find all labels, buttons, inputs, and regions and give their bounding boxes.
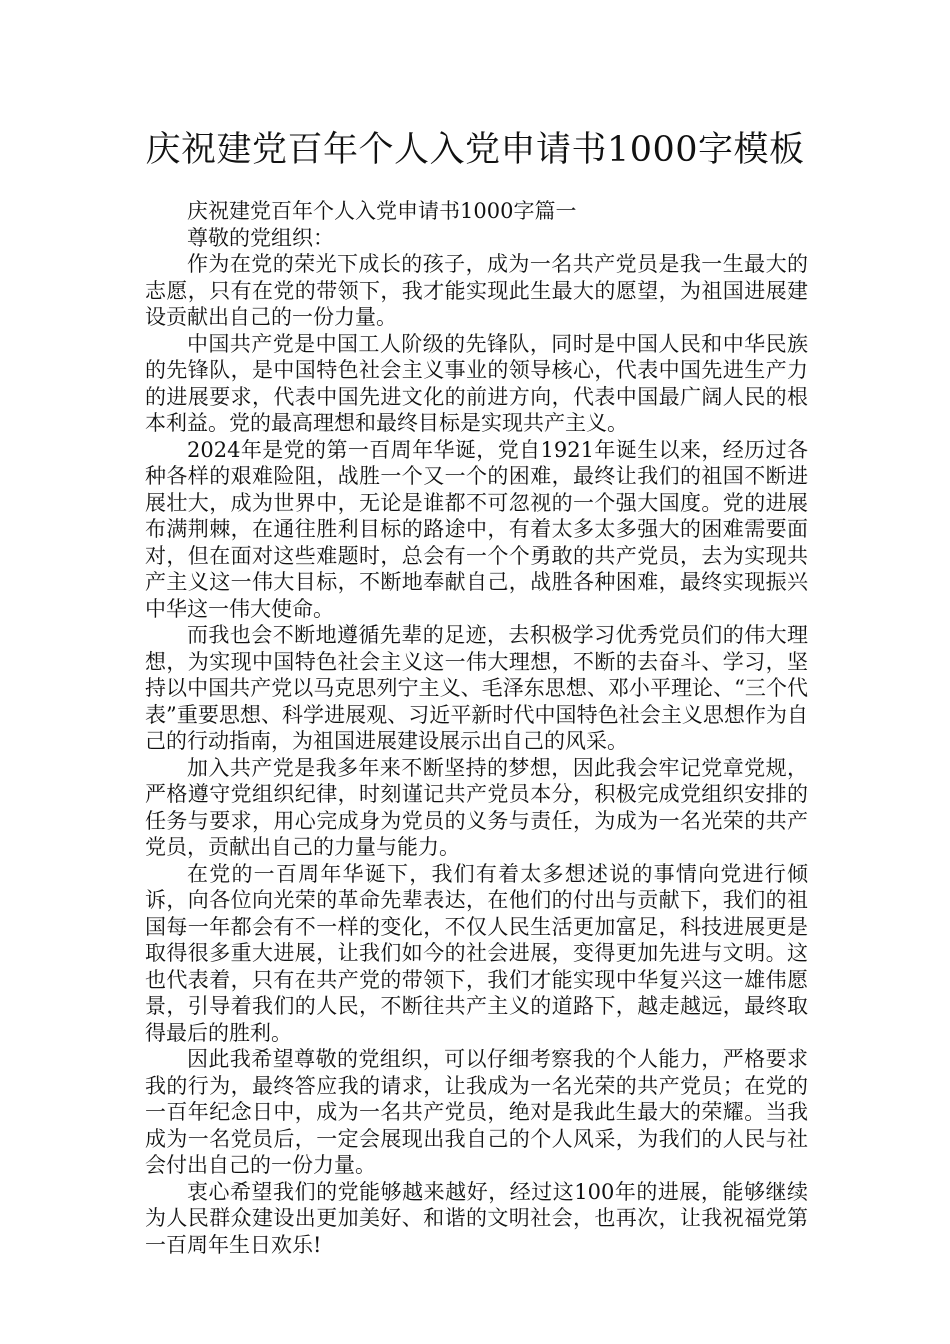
document-title: 庆祝建党百年个人入党申请书1000字模板	[145, 130, 805, 170]
document-body	[145, 198, 808, 1258]
paragraph: 衷心希望我们的党能够越来越好，经过这100年的进展，能够继续为人民群众建设出更加美好、和谐的文明社会，也再次，让我祝福党第一百周年生日欢乐!	[145, 1179, 808, 1257]
paragraph: 中国共产党是中国工人阶级的先锋队，同时是中国人民和中华民族的先锋队，是中国特色社会主义事业的领导核心，代表中国先进生产力的进展要求，代表中国先进文化的前进方向，代表中国最广阔人民的根本利益。党的最高理想和最终目标是实现共产主义。	[145, 331, 808, 435]
paragraph: 在党的一百周年华诞下，我们有着太多想述说的事情向党进行倾诉，向各位向光荣的革命先辈表达，在他们的付出与贡献下，我们的祖国每一年都会有不一样的变化，不仅人民生活更加富足，科技进展更是取得很多重大进展，让我们如今的社会进展，变得更加先进与文明。这也代表着，只有在共产党的带领下，我们才能实现中华复兴这一雄伟愿景，引导着我们的人民，不断往共产主义的道路下，越走越远，最终取得最后的胜利。	[145, 861, 808, 1045]
paragraph: 加入共产党是我多年来不断坚持的梦想，因此我会牢记党章党规，严格遵守党组织纪律，时刻谨记共产党员本分，积极完成党组织安排的任务与要求，用心完成身为党员的义务与责任，为成为一名光荣的共产党员，贡献出自己的力量与能力。	[145, 755, 808, 859]
paragraph: 因此我希望尊敬的党组织，可以仔细考察我的个人能力，严格要求我的行为，最终答应我的请求，让我成为一名光荣的共产党员；在党的一百年纪念日中，成为一名共产党员，绝对是我此生最大的荣耀。当我成为一名党员后，一定会展现出我自己的个人风采，为我们的人民与社会付出自己的一份力量。	[145, 1047, 808, 1177]
paragraph: 作为在党的荣光下成长的孩子，成为一名共产党员是我一生最大的志愿，只有在党的带领下，我才能实现此生最大的愿望，为祖国进展建设贡献出自己的一份力量。	[145, 252, 808, 329]
paragraph: 2024年是党的第一百周年华诞，党自1921年诞生以来，经历过各种各样的艰难险阻，战胜一个又一个的困难，最终让我们的祖国不断进展壮大，成为世界中，无论是谁都不可忽视的一个强大国度。党的进展布满荆棘，在通往胜利目标的路途中，有着太多太多强大的困难需要面对，但在面对这些难题时，总会有一个个勇敢的共产党员，去为实现共产主义这一伟大目标，不断地奉献自己，战胜各种困难，最终实现振兴中华这一伟大使命。	[145, 437, 808, 621]
salutation: 尊敬的党组织：	[187, 225, 334, 250]
paragraph: 而我也会不断地遵循先辈的足迹，去积极学习优秀党员们的伟大理想，为实现中国特色社会主义这一伟大理想，不断的去奋斗、学习，坚持以中国共产党以马克思列宁主义、毛泽东思想、邓小平理论、“三个代表”重要思想、科学进展观、习近平新时代中国特色社会主义思想作为自己的行动指南，为祖国进展建设展示出自己的风采。	[145, 623, 808, 753]
document-subtitle: 庆祝建党百年个人入党申请书1000字篇一	[187, 199, 577, 223]
